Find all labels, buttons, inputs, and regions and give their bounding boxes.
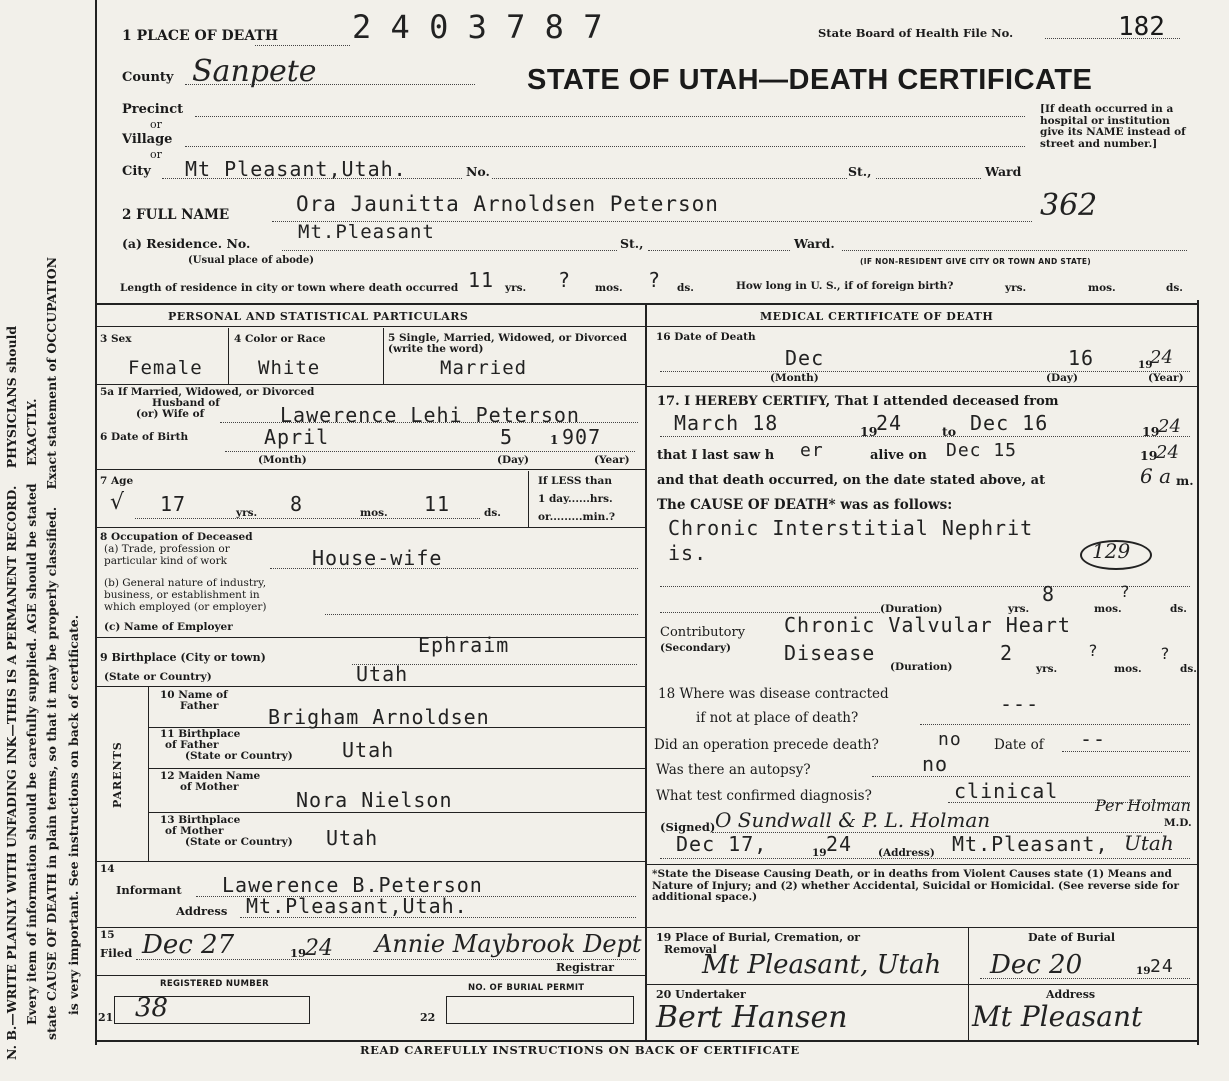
cause-of-death-line2: is.	[668, 541, 708, 565]
full-name-label: 2 FULL NAME	[122, 207, 230, 223]
village-label: Village	[122, 132, 173, 147]
informant-address-label: Address	[176, 904, 228, 918]
burial-year: 24	[1150, 956, 1174, 977]
margin-instruction-2: Every item of information should be carefully supplied. AGE should be stated EXACTLY.	[24, 398, 39, 1025]
death-occurred-label: and that death occurred, on the date stated above, at	[657, 473, 1046, 488]
county-value: Sanpete	[192, 54, 317, 89]
filed-year: 24	[305, 936, 333, 961]
left-border	[95, 0, 97, 1045]
spouse-label-3: (or) Wife of	[136, 408, 205, 420]
footer-instructions: READ CAREFULLY INSTRUCTIONS ON BACK OF CERTIFICATE	[360, 1043, 800, 1057]
cause-code: 129	[1092, 539, 1131, 563]
signed-year: 24	[826, 832, 853, 856]
mother-birthplace: Utah	[326, 826, 379, 850]
q18-value: ---	[1000, 692, 1040, 716]
dod-label: 16 Date of Death	[656, 331, 756, 343]
place-of-death-label: 1 PLACE OF DEATH	[122, 28, 279, 44]
residence-years: 11	[468, 268, 495, 292]
dod-year: 24	[1150, 347, 1173, 368]
contributory-cause-line2: Disease	[784, 641, 876, 665]
attended-from-year: 24	[876, 411, 903, 435]
marital-label: 5 Single, Married, Widowed, or Divorced (write the word)	[388, 332, 627, 355]
marital-value: Married	[440, 357, 528, 379]
father-name: Brigham Arnoldsen	[268, 705, 490, 729]
last-saw-year: 24	[1156, 442, 1179, 463]
birthplace-label: 9 Birthplace (City or town)	[100, 651, 266, 664]
certificate-number: 2 4 0 3 7 8 7	[352, 8, 603, 46]
registrar-signature: Annie Maybrook Dept	[375, 930, 642, 958]
last-saw-date: Dec 15	[946, 440, 1018, 461]
birthplace-state: Utah	[356, 662, 409, 686]
color-value: White	[258, 357, 321, 379]
column-divider	[645, 305, 647, 1040]
burial-permit-box	[446, 996, 634, 1024]
signed-label: (Signed)	[660, 820, 716, 834]
residence-label: (a) Residence. No.	[122, 236, 251, 251]
registered-number: 38	[135, 993, 169, 1023]
mother-name: Nora Nielson	[296, 788, 453, 812]
ward-label: Ward	[985, 164, 1022, 179]
burial-date-label: Date of Burial	[1028, 931, 1116, 944]
burial-place: Mt Pleasant, Utah	[702, 950, 942, 980]
precinct-label: Precinct	[122, 102, 184, 117]
medical-heading: MEDICAL CERTIFICATE OF DEATH	[760, 310, 994, 323]
burial-place-label: 19 Place of Burial, Cremation, or	[656, 931, 861, 944]
city-value: Mt Pleasant,Utah.	[185, 157, 407, 181]
residence-days: ?	[648, 268, 662, 292]
informant-label: Informant	[116, 883, 182, 897]
informant-address: Mt.Pleasant,Utah.	[246, 894, 468, 918]
sex-label: 3 Sex	[100, 333, 132, 345]
occupation-label: 8 Occupation of Deceased	[100, 531, 253, 543]
margin-instruction-4: is very important. See instructions on back of certificate.	[66, 614, 81, 1015]
age-days: 11	[424, 492, 451, 516]
parents-label: PARENTS	[111, 741, 124, 808]
autopsy-label: Was there an autopsy?	[656, 762, 811, 778]
county-label: County	[122, 70, 174, 85]
color-label: 4 Color or Race	[234, 333, 326, 345]
dob-month: April	[264, 425, 330, 449]
dob-year: 907	[562, 425, 602, 449]
filed-date: Dec 27	[142, 930, 235, 960]
death-time: 6 a	[1140, 464, 1172, 488]
filed-label: Filed	[100, 946, 133, 960]
st-label: St.,	[848, 164, 872, 179]
q18-label-2: if not at place of death?	[696, 710, 859, 726]
age-months: 8	[290, 492, 304, 516]
attended-to-date: Dec 16	[970, 411, 1049, 435]
city-label: City	[122, 164, 151, 179]
attended-to-year: 24	[1158, 416, 1181, 437]
dod-month: Dec	[785, 346, 825, 370]
cause-of-death-label: The CAUSE OF DEATH* was as follows:	[657, 497, 953, 513]
employer-label: (c) Name of Employer	[104, 621, 233, 633]
contributory-label: Contributory	[660, 625, 746, 640]
father-birthplace: Utah	[342, 738, 395, 762]
age-label: 7 Age	[100, 475, 134, 487]
name-margin-note: 362	[1040, 188, 1098, 223]
residence-value: Mt.Pleasant	[298, 221, 435, 243]
residence-months: ?	[558, 268, 572, 292]
personal-heading: PERSONAL AND STATISTICAL PARTICULARS	[168, 310, 469, 323]
informant-name: Lawerence B.Peterson	[222, 873, 483, 897]
test-label: What test confirmed diagnosis?	[656, 788, 872, 804]
length-residence-label: Length of residence in city or town where death occurred	[120, 282, 459, 294]
file-no-label: State Board of Health File No.	[818, 26, 1014, 40]
no-label: No.	[466, 164, 490, 179]
undertaker-address-label: Address	[1046, 988, 1096, 1001]
undertaker-name: Bert Hansen	[656, 1000, 848, 1035]
margin-instruction-3: state CAUSE OF DEATH in plain terms, so that it may be properly classified. Exact statement of OCCUPATION	[44, 256, 59, 1040]
physician-signature: O Sundwall & P. L. Holman	[715, 808, 991, 832]
spouse-value: Lawerence Lehi Peterson	[280, 403, 580, 427]
undertaker-address: Mt Pleasant	[972, 1000, 1143, 1033]
physician-address: Mt.Pleasant,	[952, 832, 1109, 856]
birthplace-city: Ephraim	[418, 633, 510, 657]
cause-note: *State the Disease Causing Death, or in deaths from Violent Causes state (1) Means and Nature of Injury; and (2) whether Accidental, Suicidal or Homicidal. (See reverse side for additional space.)	[652, 868, 1180, 903]
burial-date: Dec 20	[990, 950, 1083, 980]
dod-day: 16	[1068, 346, 1095, 370]
contributory-duration-years: 2	[1000, 641, 1014, 665]
undertaker-label: 20 Undertaker	[656, 988, 746, 1001]
us-residence-label: How long in U. S., if of foreign birth?	[736, 280, 954, 292]
nonresident-note: (IF NON-RESIDENT GIVE CITY OR TOWN AND STATE)	[860, 257, 1092, 266]
full-name-value: Ora Jaunitta Arnoldsen Peterson	[296, 192, 719, 216]
cause-of-death-line1: Chronic Interstitial Nephrit	[668, 516, 1034, 540]
certify-statement: 17. I HEREBY CERTIFY, That I attended deceased from	[657, 394, 1059, 409]
operation-value: no	[938, 729, 962, 750]
spouse-label-1: 5a If Married, Widowed, or Divorced	[100, 386, 315, 398]
attended-from-date: March 18	[674, 411, 779, 435]
cause-duration-months: 8	[1042, 582, 1056, 606]
last-saw-label: that I last saw h	[657, 448, 775, 463]
certificate-title: STATE OF UTAH—DEATH CERTIFICATE	[527, 64, 1093, 96]
section-divider-bottom	[95, 1040, 1197, 1042]
spouse-label-2: Husband of	[152, 397, 220, 409]
autopsy-value: no	[922, 752, 949, 776]
dob-day: 5	[500, 425, 514, 449]
age-years: 17	[160, 492, 187, 516]
sex-value: Female	[128, 357, 203, 379]
test-value: clinical	[954, 779, 1059, 803]
right-border	[1197, 300, 1199, 1045]
file-number: 182	[1118, 12, 1165, 42]
signed-date: Dec 17,	[676, 832, 768, 856]
margin-instruction-1: N. B.—WRITE PLAINLY WITH UNFADING INK—THIS IS A PERMANENT RECORD. PHYSICIANS should	[4, 325, 19, 1060]
occupation-value: House-wife	[312, 546, 443, 570]
hospital-note: [If death occurred in a hospital or institution give its NAME instead of street and number.]	[1040, 103, 1186, 150]
operation-label: Did an operation precede death?	[654, 737, 879, 753]
usual-abode-note: (Usual place of abode)	[188, 255, 314, 266]
contributory-cause-line1: Chronic Valvular Heart	[784, 613, 1071, 637]
dob-label: 6 Date of Birth	[100, 431, 189, 443]
q18-label-1: 18 Where was disease contracted	[658, 686, 889, 702]
